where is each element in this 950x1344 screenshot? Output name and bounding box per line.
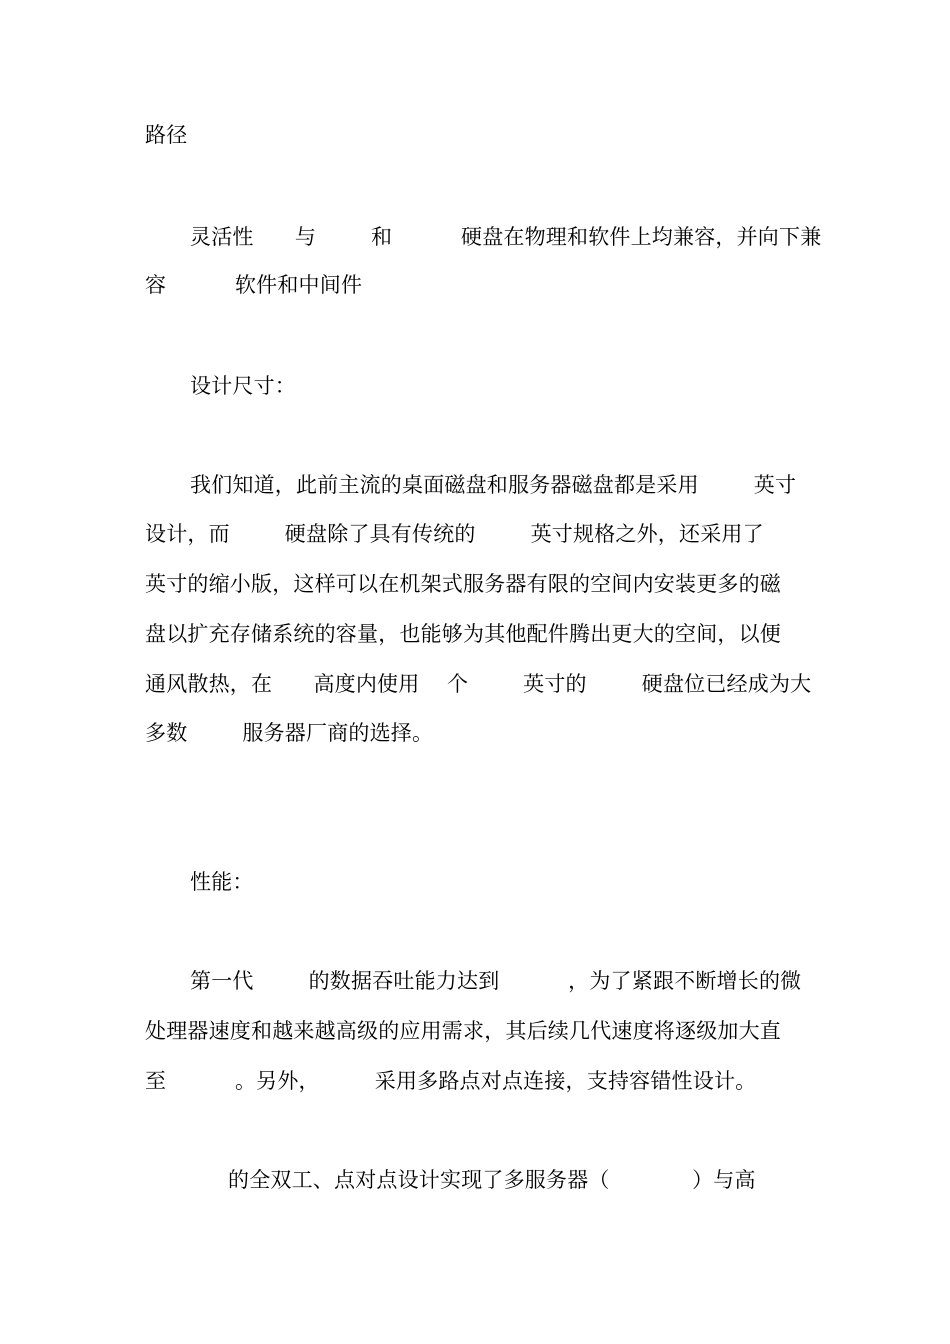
paragraph-design-line-4: 盘以扩充存储系统的容量，也能够为其他配件腾出更大的空间，以便 (145, 622, 781, 646)
heading-performance: 性能： (190, 870, 254, 894)
paragraph-design-line-3: 英寸的缩小版，这样可以在机架式服务器有限的空间内安装更多的磁 (145, 572, 781, 596)
paragraph-performance-line-2: 处理器速度和越来越高级的应用需求，其后续几代速度将逐级加大直 (145, 1019, 781, 1043)
paragraph-design-line-2: 设计，而 硬盘除了具有传统的 英寸规格之外，还采用了 (145, 522, 764, 546)
paragraph-flexibility-line-2: 容 软件和中间件 (145, 273, 363, 297)
paragraph-duplex-line-1: 的全双工、点对点设计实现了多服务器（ ）与高 (228, 1168, 756, 1192)
heading-path: 路径 (145, 123, 188, 147)
paragraph-performance-line-1: 第一代 的数据吞吐能力达到 ，为了紧跟不断增长的微 (190, 969, 802, 993)
paragraph-flexibility-line-1: 灵活性 与 和 硬盘在物理和软件上均兼容，并向下兼 (190, 225, 822, 249)
paragraph-design-line-1: 我们知道，此前主流的桌面磁盘和服务器磁盘都是采用 英寸 (190, 473, 797, 497)
paragraph-design-line-5: 通风散热，在 高度内使用 个 英寸的 硬盘位已经成为大 (145, 672, 812, 696)
paragraph-performance-line-3: 至 。另外， 采用多路点对点连接，支持容错性设计。 (145, 1069, 757, 1093)
heading-design-size: 设计尺寸： (190, 374, 296, 398)
paragraph-design-line-6: 多数 服务器厂商的选择。 (145, 721, 434, 745)
